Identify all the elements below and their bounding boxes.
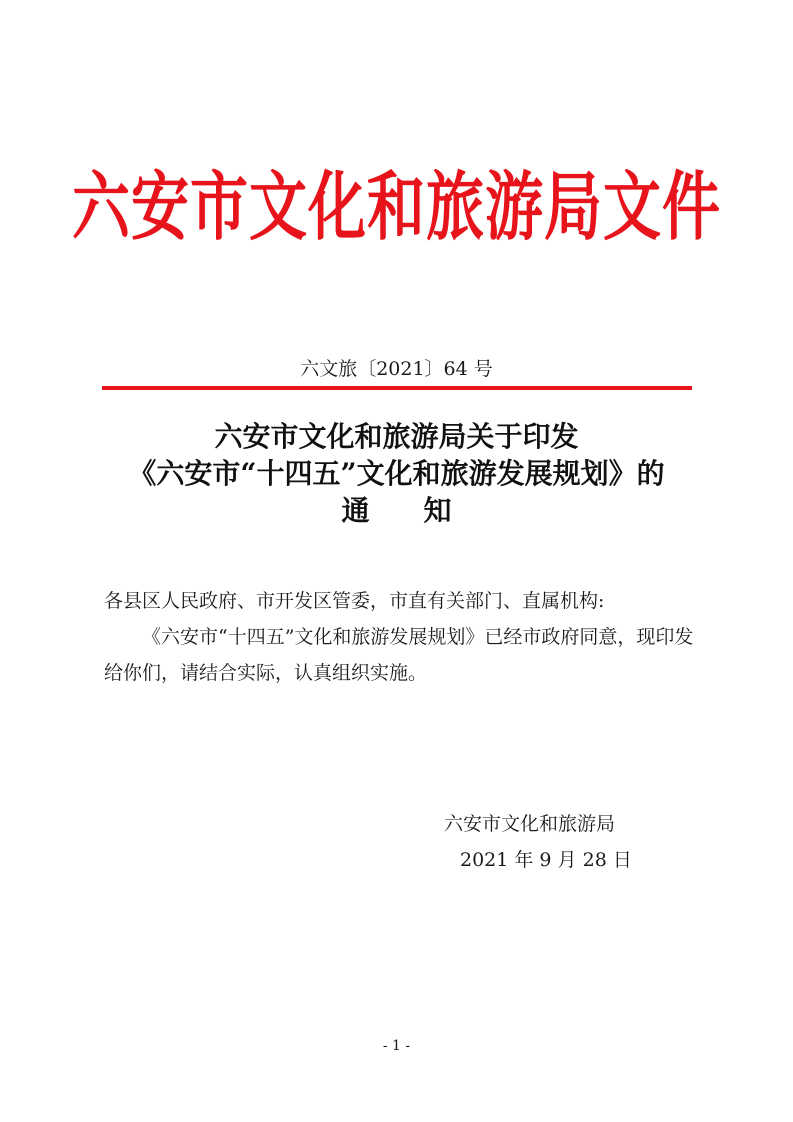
- notice-body: [104, 583, 694, 691]
- document-number: 六文旅〔2021〕64 号: [300, 358, 493, 380]
- page-number: - 1 -: [382, 1038, 411, 1054]
- signature-date: 2021 年 9 月 28 日: [460, 849, 632, 871]
- signature-block: [430, 806, 670, 878]
- red-divider-line: [102, 386, 692, 390]
- masthead-title: 六安市文化和旅游局文件: [71, 163, 721, 251]
- body-paragraph: 《六安市“十四五”文化和旅游发展规划》已经市政府同意，现印发给你们，请结合实际，认真组织实施。: [104, 626, 694, 684]
- salutation: 各县区人民政府、市开发区管委，市直有关部门、直属机构:: [104, 590, 605, 612]
- notice-title: [0, 418, 793, 529]
- signature-organization: 六安市文化和旅游局: [444, 813, 616, 835]
- notice-title-line-2: 《六安市“十四五”文化和旅游发展规划》的: [128, 457, 665, 490]
- notice-title-line-1: 六安市文化和旅游局关于印发: [214, 420, 579, 453]
- notice-title-line-3: 通知: [341, 494, 506, 527]
